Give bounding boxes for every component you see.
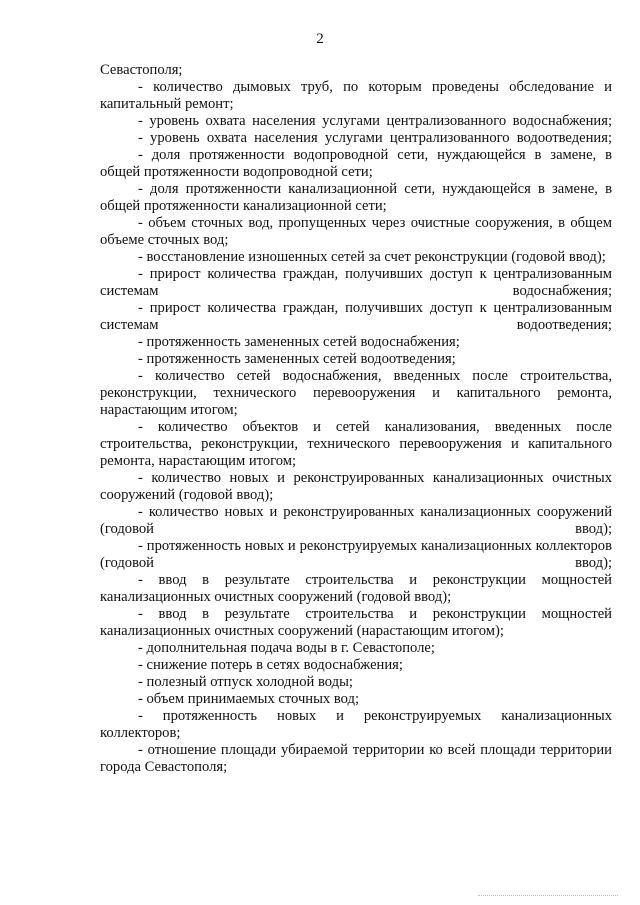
list-item: - количество дымовых труб, по которым проведены обследование и капитальный ремонт; — [100, 79, 612, 112]
list-item: - доля протяженности канализационной сети, нуждающейся в замене, в общей протяженности канализационной сети; — [100, 181, 612, 214]
list-item: - количество новых и реконструированных канализационных очистных сооружений (годовой ввод); — [100, 470, 612, 503]
list-item: - ввод в результате строительства и реконструкции мощностей канализационных очистных сооружений (годовой ввод); — [100, 572, 612, 605]
page-number: 2 — [316, 31, 324, 47]
list-item: - дополнительная подача воды в г. Севастополе; — [138, 640, 435, 656]
list-item: - объем принимаемых сточных вод; — [138, 691, 360, 707]
list-item: - снижение потерь в сетях водоснабжения; — [138, 657, 403, 673]
list-item: - протяженность замененных сетей водоснабжения; — [138, 334, 460, 350]
list-item: - прирост количества граждан, получивших доступ к централизованным системам водоотведения; — [100, 300, 612, 333]
list-item: - уровень охвата населения услугами централизованного водоснабжения; — [138, 113, 612, 129]
list-item: - протяженность новых и реконструируемых канализационных коллекторов; — [100, 708, 612, 741]
list-item: - количество новых и реконструированных канализационных сооружений (годовой ввод); — [100, 504, 612, 537]
list-item: - полезный отпуск холодной воды; — [138, 674, 353, 690]
list-item: - протяженность новых и реконструируемых канализационных коллекторов (годовой ввод); — [100, 538, 612, 571]
paragraph-continuation: Севастополя; — [100, 62, 183, 78]
scan-artifact — [478, 895, 618, 898]
list-item: - уровень охвата населения услугами централизованного водоотведения; — [138, 130, 612, 146]
list-item: - протяженность замененных сетей водоотведения; — [138, 351, 456, 367]
list-item: - количество сетей водоснабжения, введенных после строительства, реконструкции, технического перевооружения и капитального ремонта, нарастающим итогом; — [100, 368, 612, 418]
list-item: - прирост количества граждан, получивших доступ к централизованным системам водоснабжения; — [100, 266, 612, 299]
list-item: - объем сточных вод, пропущенных через очистные сооружения, в общем объеме сточных вод; — [100, 215, 612, 248]
list-item: - доля протяженности водопроводной сети, нуждающейся в замене, в общей протяженности водопроводной сети; — [100, 147, 612, 180]
list-item: - ввод в результате строительства и реконструкции мощностей канализационных очистных сооружений (нарастающим итогом); — [100, 606, 612, 639]
document-body — [100, 62, 612, 776]
list-item: - восстановление изношенных сетей за счет реконструкции (годовой ввод); — [138, 249, 606, 265]
list-item: - отношение площади убираемой территории ко всей площади территории города Севастополя; — [100, 742, 612, 775]
list-item: - количество объектов и сетей канализования, введенных после строительства, реконструкции, технического перевооружения и капитального ремонта, нарастающим итогом; — [100, 419, 612, 469]
